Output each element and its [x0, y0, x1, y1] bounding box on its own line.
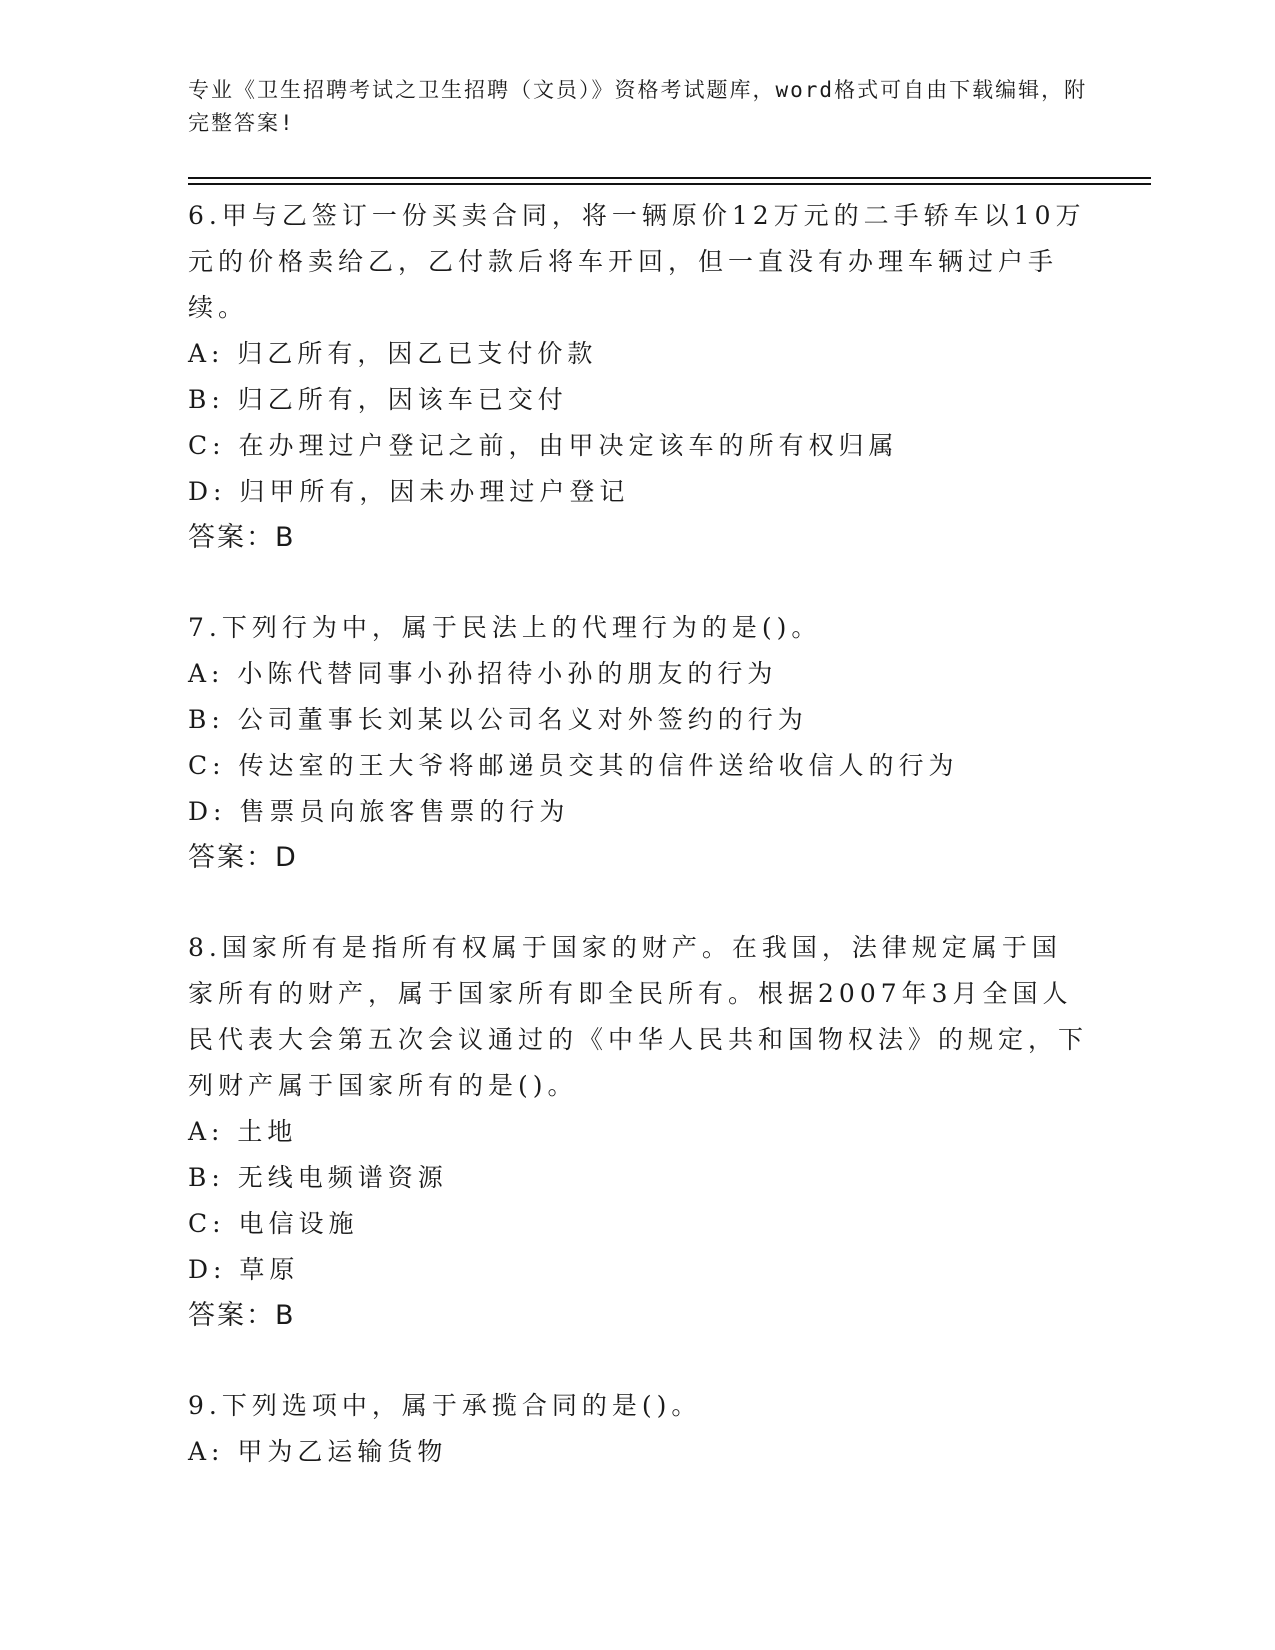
question-stem: 7.下列行为中，属于民法上的代理行为的是()。 [188, 613, 822, 642]
option-b: B: 公司董事长刘某以公司名义对外签约的行为 [188, 705, 808, 734]
option-c: C: 电信设施 [188, 1209, 359, 1238]
option-c: C: 在办理过户登记之前，由甲决定该车的所有权归属 [188, 431, 899, 460]
answer-line: 答案：B [188, 522, 296, 553]
question-stem: 6.甲与乙签订一份买卖合同，将一辆原价12万元的二手轿车以10万元的价格卖给乙，乙付款后将车开回，但一直没有办理车辆过户手续。 [188, 201, 1086, 322]
question-8 [188, 925, 1088, 1339]
question-stem: 9.下列选项中，属于承揽合同的是()。 [188, 1391, 702, 1420]
question-list [188, 193, 1088, 1475]
option-d: D: 售票员向旅客售票的行为 [188, 797, 570, 826]
option-a: A: 归乙所有，因乙已支付价款 [188, 339, 598, 368]
option-a: A: 土地 [188, 1117, 298, 1146]
question-separator [188, 561, 1088, 605]
option-a: A: 小陈代替同事小孙招待小孙的朋友的行为 [188, 659, 778, 688]
option-b: B: 归乙所有，因该车已交付 [188, 385, 568, 414]
question-9 [188, 1383, 1088, 1475]
header-rule-top [188, 177, 1151, 179]
option-d: D: 草原 [188, 1255, 300, 1284]
option-d: D: 归甲所有，因未办理过户登记 [188, 477, 630, 506]
option-b: B: 无线电频谱资源 [188, 1163, 448, 1192]
question-6 [188, 193, 1088, 561]
document-header: 专业《卫生招聘考试之卫生招聘（文员）》资格考试题库，word格式可自由下载编辑，附完整答案! [188, 78, 1088, 135]
question-separator [188, 881, 1088, 925]
question-stem: 8.国家所有是指所有权属于国家的财产。在我国，法律规定属于国家所有的财产，属于国家所有即全民所有。根据2007年3月全国人民代表大会第五次会议通过的《中华人民共和国物权法》的规定，下列财产属于国家所有的是()。 [188, 933, 1089, 1100]
answer-line: 答案：B [188, 1300, 296, 1331]
option-a: A: 甲为乙运输货物 [188, 1437, 448, 1466]
header-rule-bottom [188, 183, 1151, 185]
answer-line: 答案：D [188, 842, 298, 873]
question-separator [188, 1339, 1088, 1383]
question-7 [188, 605, 1088, 881]
option-c: C: 传达室的王大爷将邮递员交其的信件送给收信人的行为 [188, 751, 959, 780]
